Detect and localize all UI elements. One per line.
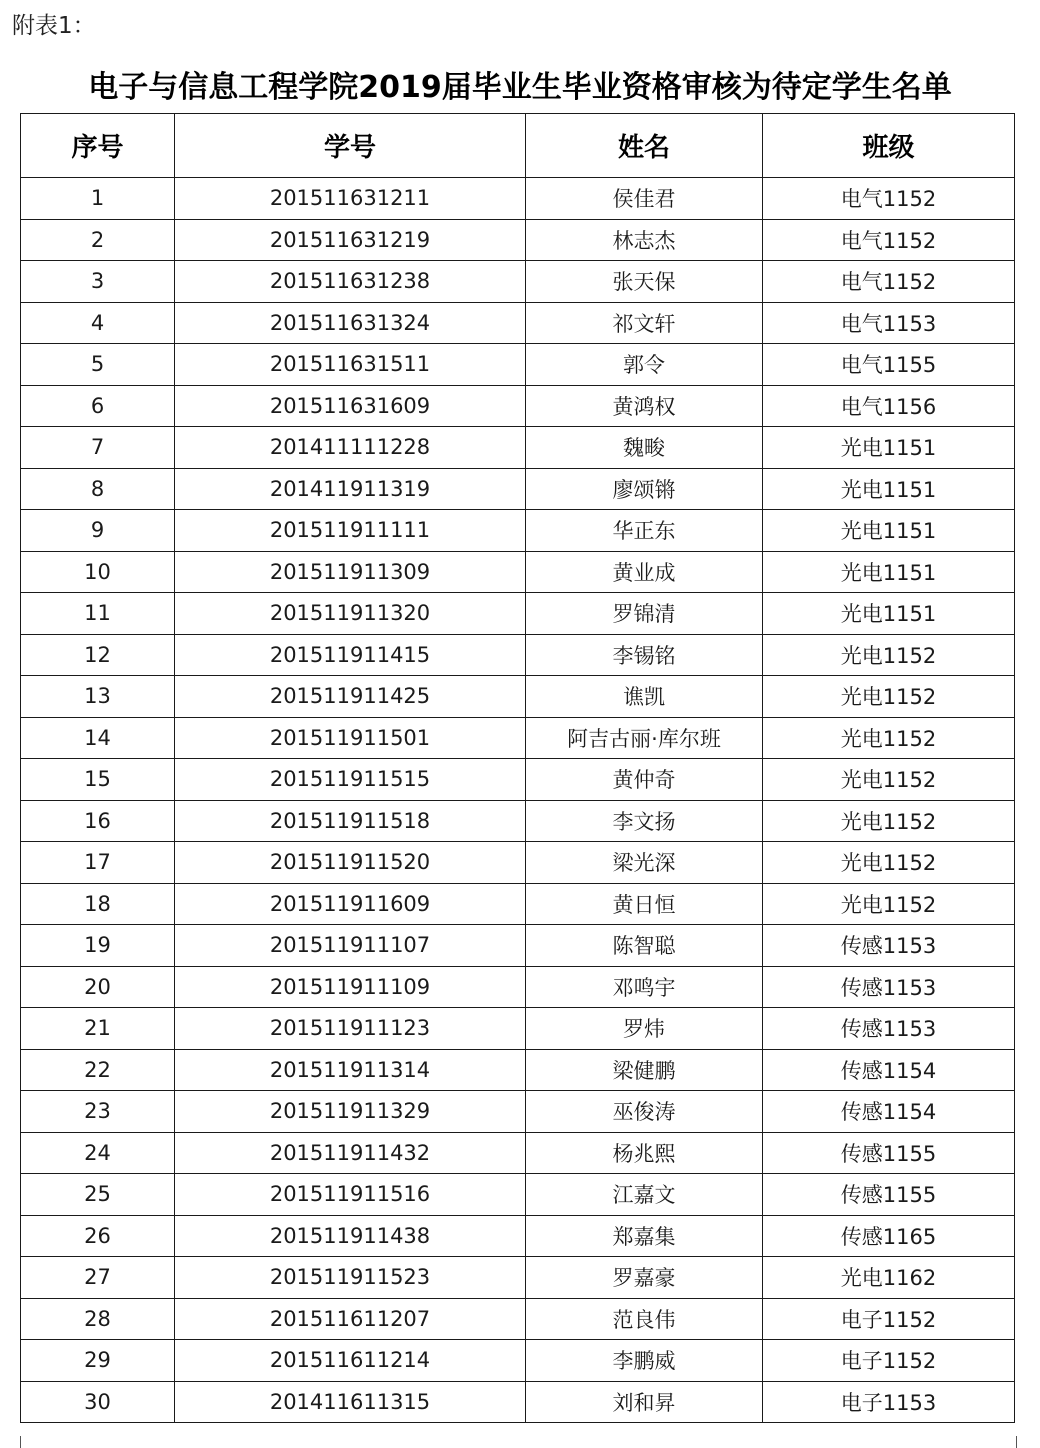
cell-class: 光电1151 bbox=[763, 468, 1015, 510]
cell-student-id: 201511911425 bbox=[175, 676, 526, 718]
cell-name: 黄鸿权 bbox=[526, 385, 763, 427]
cell-seq: 19 bbox=[21, 925, 175, 967]
cell-seq: 29 bbox=[21, 1340, 175, 1382]
cell-seq: 20 bbox=[21, 966, 175, 1008]
table-row bbox=[21, 1381, 1015, 1423]
cell-class: 电气1152 bbox=[763, 219, 1015, 261]
cell-seq: 16 bbox=[21, 800, 175, 842]
page-corner-mark-right bbox=[1016, 1436, 1023, 1448]
cell-student-id: 201511631324 bbox=[175, 302, 526, 344]
cell-name: 郑嘉集 bbox=[526, 1215, 763, 1257]
cell-seq: 2 bbox=[21, 219, 175, 261]
cell-seq: 6 bbox=[21, 385, 175, 427]
cell-name: 李锡铭 bbox=[526, 634, 763, 676]
cell-seq: 28 bbox=[21, 1298, 175, 1340]
header-seq: 序号 bbox=[21, 114, 175, 178]
table-row bbox=[21, 800, 1015, 842]
cell-seq: 8 bbox=[21, 468, 175, 510]
cell-name: 江嘉文 bbox=[526, 1174, 763, 1216]
cell-seq: 21 bbox=[21, 1008, 175, 1050]
table-row bbox=[21, 1008, 1015, 1050]
table-row bbox=[21, 178, 1015, 220]
cell-name: 李文扬 bbox=[526, 800, 763, 842]
table-row bbox=[21, 385, 1015, 427]
cell-name: 阿吉古丽·库尔班 bbox=[526, 717, 763, 759]
cell-name: 罗炜 bbox=[526, 1008, 763, 1050]
cell-class: 光电1151 bbox=[763, 593, 1015, 635]
header-student-id: 学号 bbox=[175, 114, 526, 178]
table-row bbox=[21, 593, 1015, 635]
cell-student-id: 201511911515 bbox=[175, 759, 526, 801]
cell-student-id: 201511911518 bbox=[175, 800, 526, 842]
table-row bbox=[21, 510, 1015, 552]
cell-seq: 24 bbox=[21, 1132, 175, 1174]
cell-student-id: 201511631609 bbox=[175, 385, 526, 427]
cell-seq: 10 bbox=[21, 551, 175, 593]
cell-seq: 25 bbox=[21, 1174, 175, 1216]
cell-student-id: 201511911309 bbox=[175, 551, 526, 593]
cell-class: 电子1153 bbox=[763, 1381, 1015, 1423]
table-row bbox=[21, 925, 1015, 967]
cell-name: 李鹏威 bbox=[526, 1340, 763, 1382]
table-body bbox=[21, 178, 1015, 1423]
table-row bbox=[21, 759, 1015, 801]
cell-student-id: 201511911516 bbox=[175, 1174, 526, 1216]
cell-class: 传感1153 bbox=[763, 966, 1015, 1008]
table-row bbox=[21, 966, 1015, 1008]
cell-seq: 7 bbox=[21, 427, 175, 469]
cell-name: 黄日恒 bbox=[526, 883, 763, 925]
cell-student-id: 201511911523 bbox=[175, 1257, 526, 1299]
table-row bbox=[21, 634, 1015, 676]
cell-name: 林志杰 bbox=[526, 219, 763, 261]
cell-student-id: 201511911109 bbox=[175, 966, 526, 1008]
cell-student-id: 201511631219 bbox=[175, 219, 526, 261]
cell-name: 华正东 bbox=[526, 510, 763, 552]
cell-name: 罗嘉豪 bbox=[526, 1257, 763, 1299]
table-row bbox=[21, 302, 1015, 344]
table-row bbox=[21, 427, 1015, 469]
cell-seq: 3 bbox=[21, 261, 175, 303]
page-corner-mark-left bbox=[20, 1436, 27, 1448]
cell-seq: 23 bbox=[21, 1091, 175, 1133]
cell-student-id: 201511611207 bbox=[175, 1298, 526, 1340]
cell-seq: 9 bbox=[21, 510, 175, 552]
cell-name: 祁文轩 bbox=[526, 302, 763, 344]
cell-name: 廖颂锵 bbox=[526, 468, 763, 510]
cell-class: 光电1152 bbox=[763, 676, 1015, 718]
cell-student-id: 201511631211 bbox=[175, 178, 526, 220]
table-row bbox=[21, 676, 1015, 718]
table-row bbox=[21, 551, 1015, 593]
cell-seq: 17 bbox=[21, 842, 175, 884]
cell-seq: 22 bbox=[21, 1049, 175, 1091]
table-row bbox=[21, 1257, 1015, 1299]
cell-name: 陈智聪 bbox=[526, 925, 763, 967]
cell-seq: 5 bbox=[21, 344, 175, 386]
table-row bbox=[21, 1298, 1015, 1340]
cell-class: 光电1152 bbox=[763, 634, 1015, 676]
cell-student-id: 201511631511 bbox=[175, 344, 526, 386]
cell-class: 传感1153 bbox=[763, 925, 1015, 967]
cell-seq: 30 bbox=[21, 1381, 175, 1423]
cell-seq: 18 bbox=[21, 883, 175, 925]
header-class: 班级 bbox=[763, 114, 1015, 178]
table-row bbox=[21, 717, 1015, 759]
table-row bbox=[21, 1049, 1015, 1091]
cell-class: 光电1151 bbox=[763, 510, 1015, 552]
cell-class: 光电1152 bbox=[763, 759, 1015, 801]
cell-class: 电气1152 bbox=[763, 261, 1015, 303]
cell-name: 谯凯 bbox=[526, 676, 763, 718]
cell-student-id: 201511611214 bbox=[175, 1340, 526, 1382]
cell-student-id: 201511911320 bbox=[175, 593, 526, 635]
cell-class: 电气1156 bbox=[763, 385, 1015, 427]
cell-class: 电子1152 bbox=[763, 1340, 1015, 1382]
table-row bbox=[21, 1174, 1015, 1216]
cell-name: 魏畯 bbox=[526, 427, 763, 469]
table-row bbox=[21, 1340, 1015, 1382]
cell-class: 传感1154 bbox=[763, 1049, 1015, 1091]
cell-class: 电气1152 bbox=[763, 178, 1015, 220]
table-row bbox=[21, 842, 1015, 884]
cell-class: 电气1155 bbox=[763, 344, 1015, 386]
attachment-label: 附表1： bbox=[12, 13, 96, 39]
cell-student-id: 201511911520 bbox=[175, 842, 526, 884]
cell-student-id: 201511911111 bbox=[175, 510, 526, 552]
cell-class: 光电1152 bbox=[763, 717, 1015, 759]
cell-name: 侯佳君 bbox=[526, 178, 763, 220]
cell-student-id: 201511911314 bbox=[175, 1049, 526, 1091]
cell-name: 罗锦清 bbox=[526, 593, 763, 635]
cell-class: 光电1151 bbox=[763, 427, 1015, 469]
cell-class: 光电1151 bbox=[763, 551, 1015, 593]
table-row bbox=[21, 344, 1015, 386]
cell-class: 电气1153 bbox=[763, 302, 1015, 344]
cell-name: 黄业成 bbox=[526, 551, 763, 593]
cell-student-id: 201511911123 bbox=[175, 1008, 526, 1050]
cell-seq: 14 bbox=[21, 717, 175, 759]
cell-name: 范良伟 bbox=[526, 1298, 763, 1340]
cell-name: 杨兆熙 bbox=[526, 1132, 763, 1174]
cell-student-id: 201411911319 bbox=[175, 468, 526, 510]
cell-class: 传感1165 bbox=[763, 1215, 1015, 1257]
cell-student-id: 201511911501 bbox=[175, 717, 526, 759]
cell-class: 光电1152 bbox=[763, 842, 1015, 884]
cell-student-id: 201511631238 bbox=[175, 261, 526, 303]
cell-seq: 13 bbox=[21, 676, 175, 718]
cell-name: 张天保 bbox=[526, 261, 763, 303]
cell-seq: 15 bbox=[21, 759, 175, 801]
cell-seq: 26 bbox=[21, 1215, 175, 1257]
cell-student-id: 201511911609 bbox=[175, 883, 526, 925]
cell-class: 传感1154 bbox=[763, 1091, 1015, 1133]
cell-name: 刘和昇 bbox=[526, 1381, 763, 1423]
student-list-table bbox=[20, 113, 1015, 1423]
cell-class: 电子1152 bbox=[763, 1298, 1015, 1340]
table-row bbox=[21, 883, 1015, 925]
page-title: 电子与信息工程学院2019届毕业生毕业资格审核为待定学生名单 bbox=[88, 70, 952, 105]
cell-name: 梁光深 bbox=[526, 842, 763, 884]
table-row bbox=[21, 1215, 1015, 1257]
cell-class: 光电1152 bbox=[763, 800, 1015, 842]
cell-student-id: 201511911415 bbox=[175, 634, 526, 676]
cell-student-id: 201411611315 bbox=[175, 1381, 526, 1423]
student-list-table-container bbox=[20, 113, 1014, 1423]
cell-student-id: 201411111228 bbox=[175, 427, 526, 469]
cell-student-id: 201511911107 bbox=[175, 925, 526, 967]
cell-name: 郭令 bbox=[526, 344, 763, 386]
table-header-row bbox=[21, 114, 1015, 178]
cell-seq: 11 bbox=[21, 593, 175, 635]
header-name: 姓名 bbox=[526, 114, 763, 178]
cell-name: 邓鸣宇 bbox=[526, 966, 763, 1008]
table-row bbox=[21, 1132, 1015, 1174]
cell-class: 传感1155 bbox=[763, 1174, 1015, 1216]
cell-class: 传感1155 bbox=[763, 1132, 1015, 1174]
cell-name: 梁健鹏 bbox=[526, 1049, 763, 1091]
cell-seq: 1 bbox=[21, 178, 175, 220]
table-row bbox=[21, 219, 1015, 261]
cell-class: 传感1153 bbox=[763, 1008, 1015, 1050]
cell-name: 巫俊涛 bbox=[526, 1091, 763, 1133]
cell-seq: 4 bbox=[21, 302, 175, 344]
cell-class: 光电1152 bbox=[763, 883, 1015, 925]
cell-class: 光电1162 bbox=[763, 1257, 1015, 1299]
cell-student-id: 201511911438 bbox=[175, 1215, 526, 1257]
cell-seq: 27 bbox=[21, 1257, 175, 1299]
cell-student-id: 201511911432 bbox=[175, 1132, 526, 1174]
cell-student-id: 201511911329 bbox=[175, 1091, 526, 1133]
cell-seq: 12 bbox=[21, 634, 175, 676]
table-row bbox=[21, 468, 1015, 510]
cell-name: 黄仲奇 bbox=[526, 759, 763, 801]
table-row bbox=[21, 261, 1015, 303]
table-row bbox=[21, 1091, 1015, 1133]
